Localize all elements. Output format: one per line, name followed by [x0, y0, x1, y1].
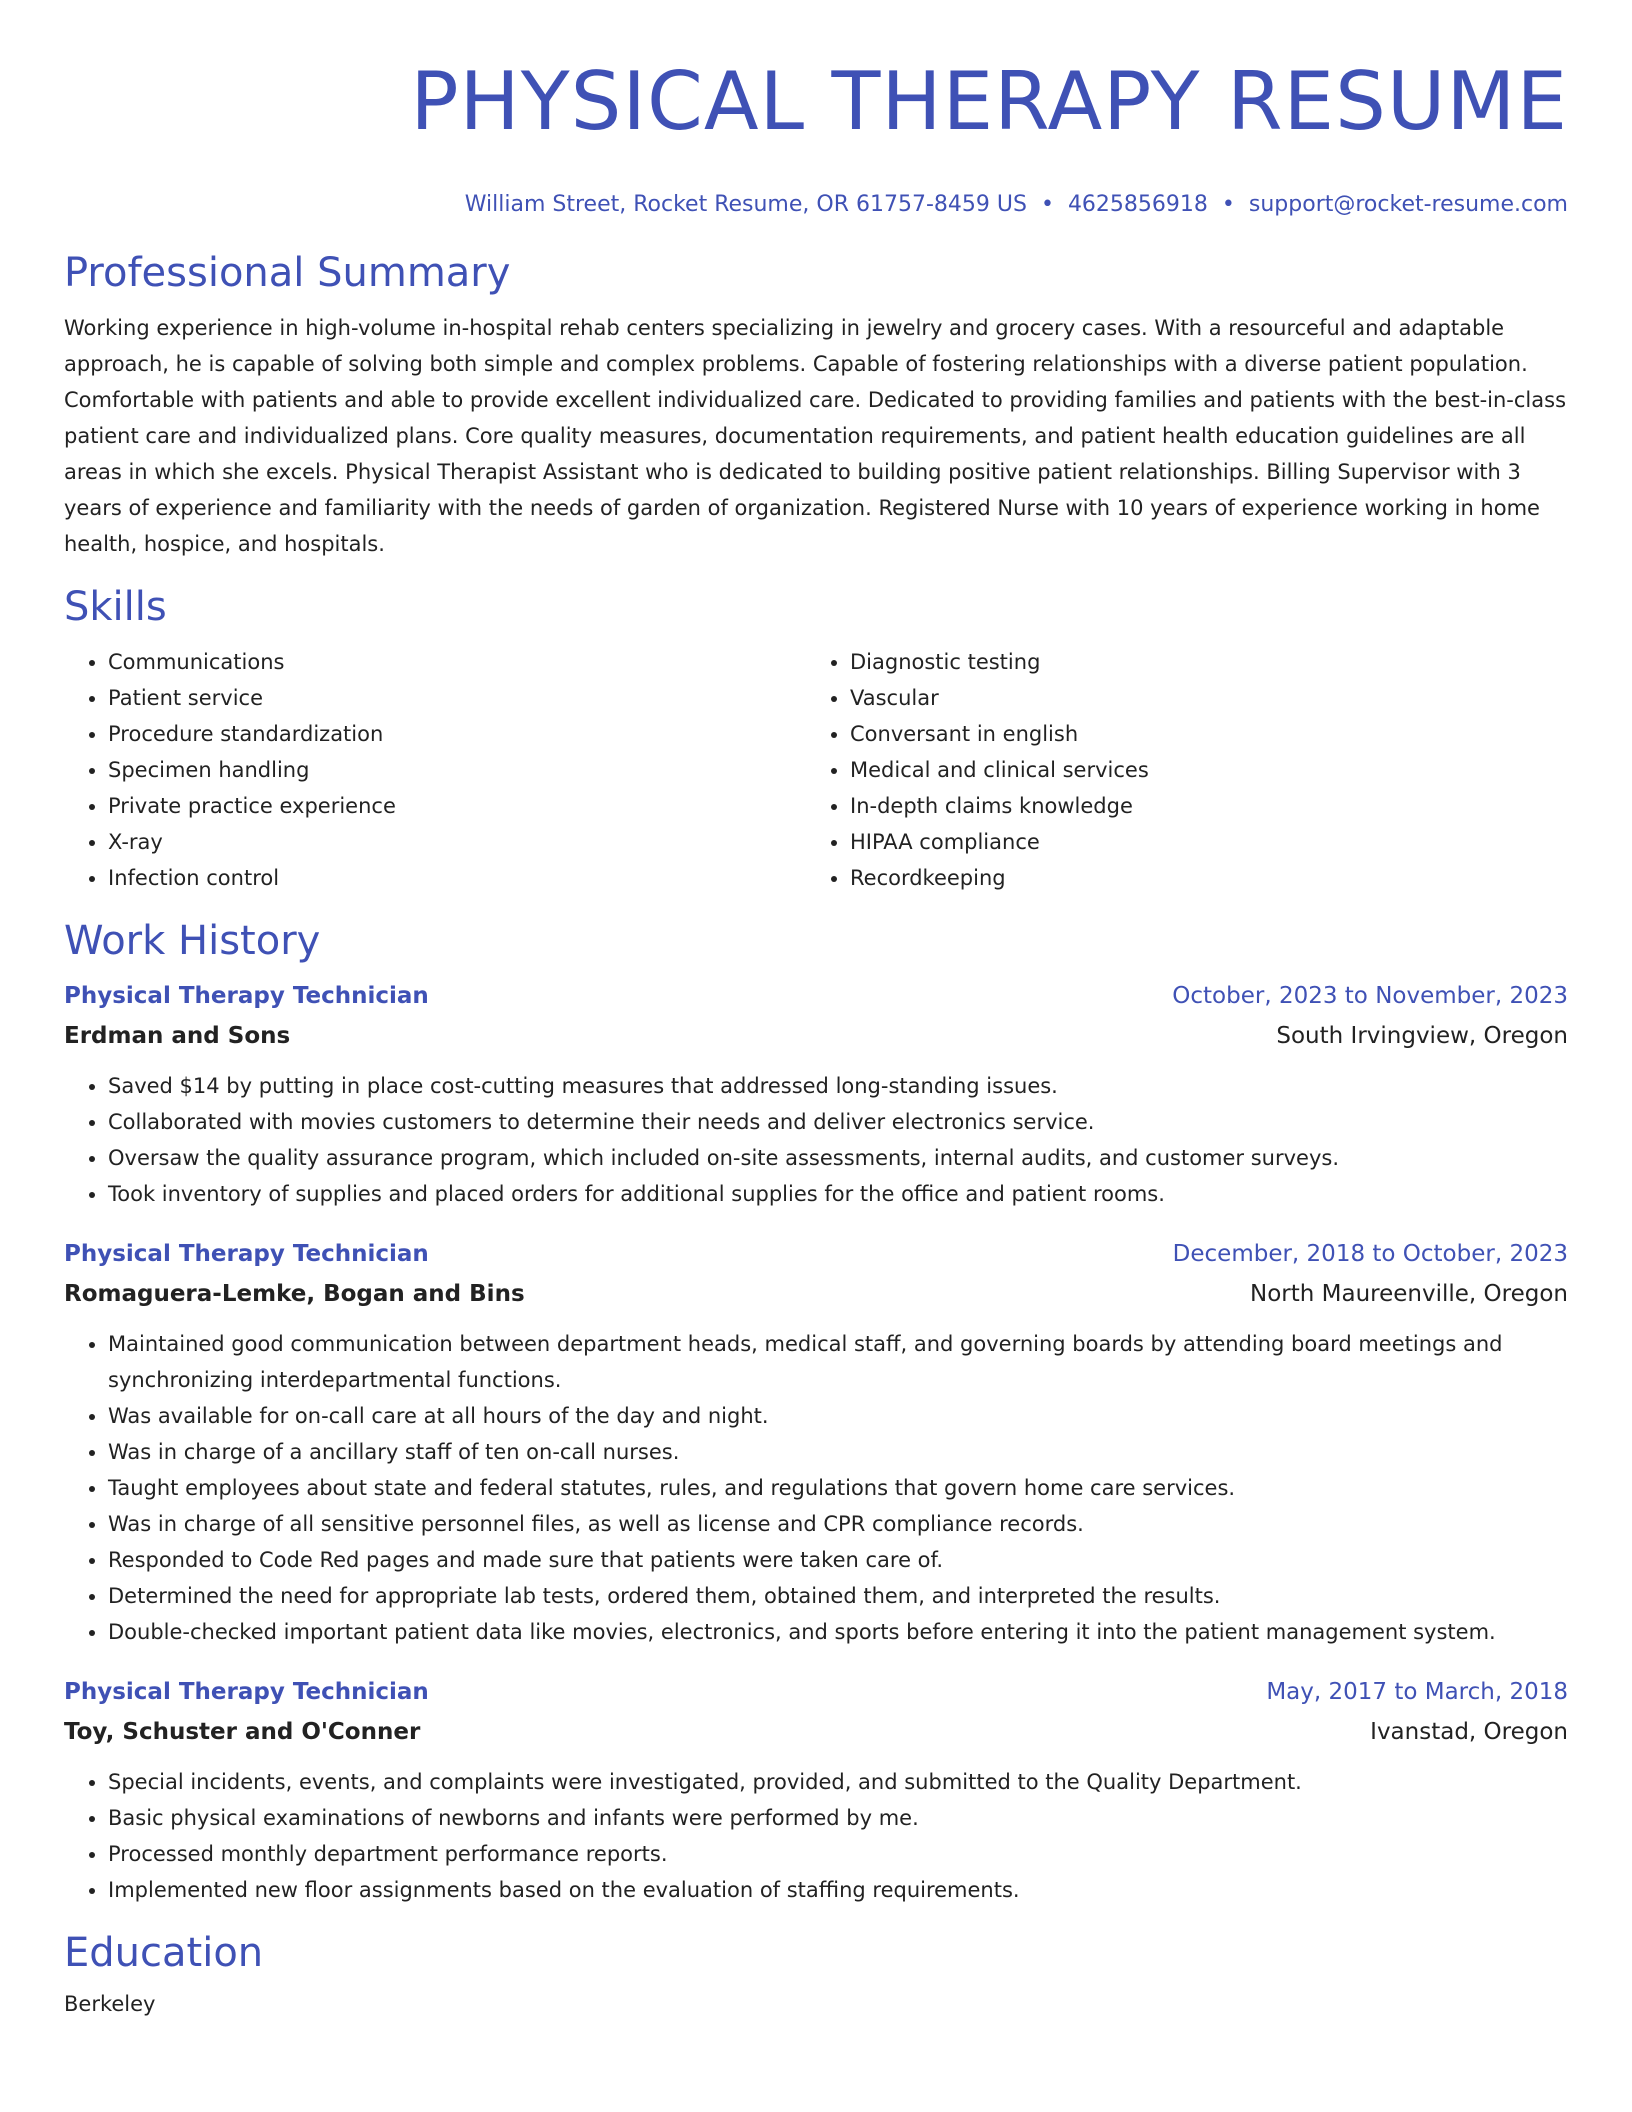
job-bullet: • Double-checked important patient data like movies, electronics, and sports before entering it into the patient management system. [108, 1614, 1568, 1650]
skill-item: • Patient service [108, 680, 806, 716]
work-section [64, 916, 1568, 1908]
job-bullet: • Responded to Code Red pages and made sure that patients were taken care of. [108, 1542, 1568, 1578]
job-bullet: • Special incidents, events, and complaints were investigated, provided, and submitted to the Quality Department. [108, 1764, 1568, 1800]
contact-email[interactable]: support@rocket-resume.com [1248, 192, 1568, 217]
skill-item: • Conversant in english [850, 716, 1548, 752]
job-bullet: • Oversaw the quality assurance program, which included on-site assessments, internal audits, and customer surveys. [108, 1140, 1568, 1176]
job-dates: May, 2017 to March, 2018 [1266, 1679, 1568, 1705]
skills-section [64, 582, 1568, 896]
skills-list-right [806, 644, 1548, 896]
job-title: Physical Therapy Technician [64, 1241, 429, 1267]
job-header-row [64, 976, 1568, 1016]
skill-item: • Infection control [108, 860, 806, 896]
job-bullet: • Maintained good communication between department heads, medical staff, and governing boards by attending board meetings and synchronizing interdepartmental functions. [108, 1326, 1568, 1398]
skills-heading: Skills [64, 584, 167, 630]
skills-columns [64, 644, 1568, 896]
job-company-row [64, 1274, 1568, 1314]
job-entry [64, 1234, 1568, 1650]
job-bullet: • Was available for on-call care at all hours of the day and night. [108, 1398, 1568, 1434]
job-company-row [64, 1016, 1568, 1056]
job-company: Romaguera-Lemke, Bogan and Bins [64, 1281, 525, 1307]
job-bullets [64, 1068, 1568, 1212]
contact-line [64, 190, 1568, 220]
contact-phone: 4625856918 [1067, 192, 1208, 217]
skill-item: • In-depth claims knowledge [850, 788, 1548, 824]
skill-item: • Communications [108, 644, 806, 680]
skill-item: • HIPAA compliance [850, 824, 1548, 860]
skill-item: • X-ray [108, 824, 806, 860]
job-bullet: • Taught employees about state and federal statutes, rules, and regulations that govern home care services. [108, 1470, 1568, 1506]
job-entry [64, 1672, 1568, 1908]
education-heading: Education [64, 1930, 264, 1976]
job-bullet: • Processed monthly department performance reports. [108, 1836, 1568, 1872]
summary-heading: Professional Summary [64, 250, 511, 296]
job-company-row [64, 1712, 1568, 1752]
job-title: Physical Therapy Technician [64, 983, 429, 1009]
education-section [64, 1928, 1568, 2022]
job-location: South Irvingview, Oregon [1276, 1023, 1568, 1049]
skill-item: • Procedure standardization [108, 716, 806, 752]
job-bullets [64, 1764, 1568, 1908]
job-bullet: • Was in charge of all sensitive personnel files, as well as license and CPR compliance records. [108, 1506, 1568, 1542]
skills-list-left [64, 644, 806, 896]
job-title: Physical Therapy Technician [64, 1679, 429, 1705]
job-company: Erdman and Sons [64, 1023, 291, 1049]
resume-title: PHYSICAL THERAPY RESUME [410, 55, 1568, 148]
job-bullets [64, 1326, 1568, 1650]
skill-item: • Medical and clinical services [850, 752, 1548, 788]
job-bullet: • Saved $14 by putting in place cost-cutting measures that addressed long-standing issues. [108, 1068, 1568, 1104]
resume-page [64, 0, 1568, 2022]
job-bullet: • Basic physical examinations of newborns and infants were performed by me. [108, 1800, 1568, 1836]
job-entry [64, 976, 1568, 1212]
job-bullet: • Implemented new floor assignments based on the evaluation of staffing requirements. [108, 1872, 1568, 1908]
summary-section [64, 248, 1568, 562]
skill-item: • Diagnostic testing [850, 644, 1548, 680]
contact-address: William Street, Rocket Resume, OR 61757-8459 US [464, 192, 1027, 217]
job-header-row [64, 1234, 1568, 1274]
contact-separator: • [1221, 192, 1235, 217]
job-bullet: • Took inventory of supplies and placed orders for additional supplies for the office and patient rooms. [108, 1176, 1568, 1212]
skill-item: • Vascular [850, 680, 1548, 716]
job-bullet: • Was in charge of a ancillary staff of ten on-call nurses. [108, 1434, 1568, 1470]
summary-text: Working experience in high-volume in-hospital rehab centers specializing in jewelry and grocery cases. With a resourceful and adaptable approach, he is capable of solving both simple and complex problems. Capable of fostering relationships with a diverse patient population. Comfortable with patients and able to provide excellent individualized care. Dedicated to providing families and patients with the best-in-class patient care and individualized plans. Core quality measures, documentation requirements, and patient health education guidelines are all areas in which she excels. Physical Therapist Assistant who is dedicated to building positive patient relationships. Billing Supervisor with 3 years of experience and familiarity with the needs of garden of organization. Registered Nurse with 10 years of experience working in home health, hospice, and hospitals. [64, 316, 1567, 556]
skill-item: • Private practice experience [108, 788, 806, 824]
job-dates: December, 2018 to October, 2023 [1172, 1241, 1568, 1267]
job-company: Toy, Schuster and O'Conner [64, 1719, 421, 1745]
skill-item: • Specimen handling [108, 752, 806, 788]
contact-separator: • [1040, 192, 1054, 217]
job-location: North Maureenville, Oregon [1250, 1281, 1568, 1307]
job-bullet: • Determined the need for appropriate lab tests, ordered them, obtained them, and interpreted the results. [108, 1578, 1568, 1614]
skill-item: • Recordkeeping [850, 860, 1548, 896]
education-school: Berkeley [64, 1992, 156, 2016]
job-bullet: • Collaborated with movies customers to determine their needs and deliver electronics service. [108, 1104, 1568, 1140]
work-heading: Work History [64, 918, 321, 964]
job-dates: October, 2023 to November, 2023 [1172, 983, 1568, 1009]
job-header-row [64, 1672, 1568, 1712]
job-location: Ivanstad, Oregon [1370, 1719, 1568, 1745]
